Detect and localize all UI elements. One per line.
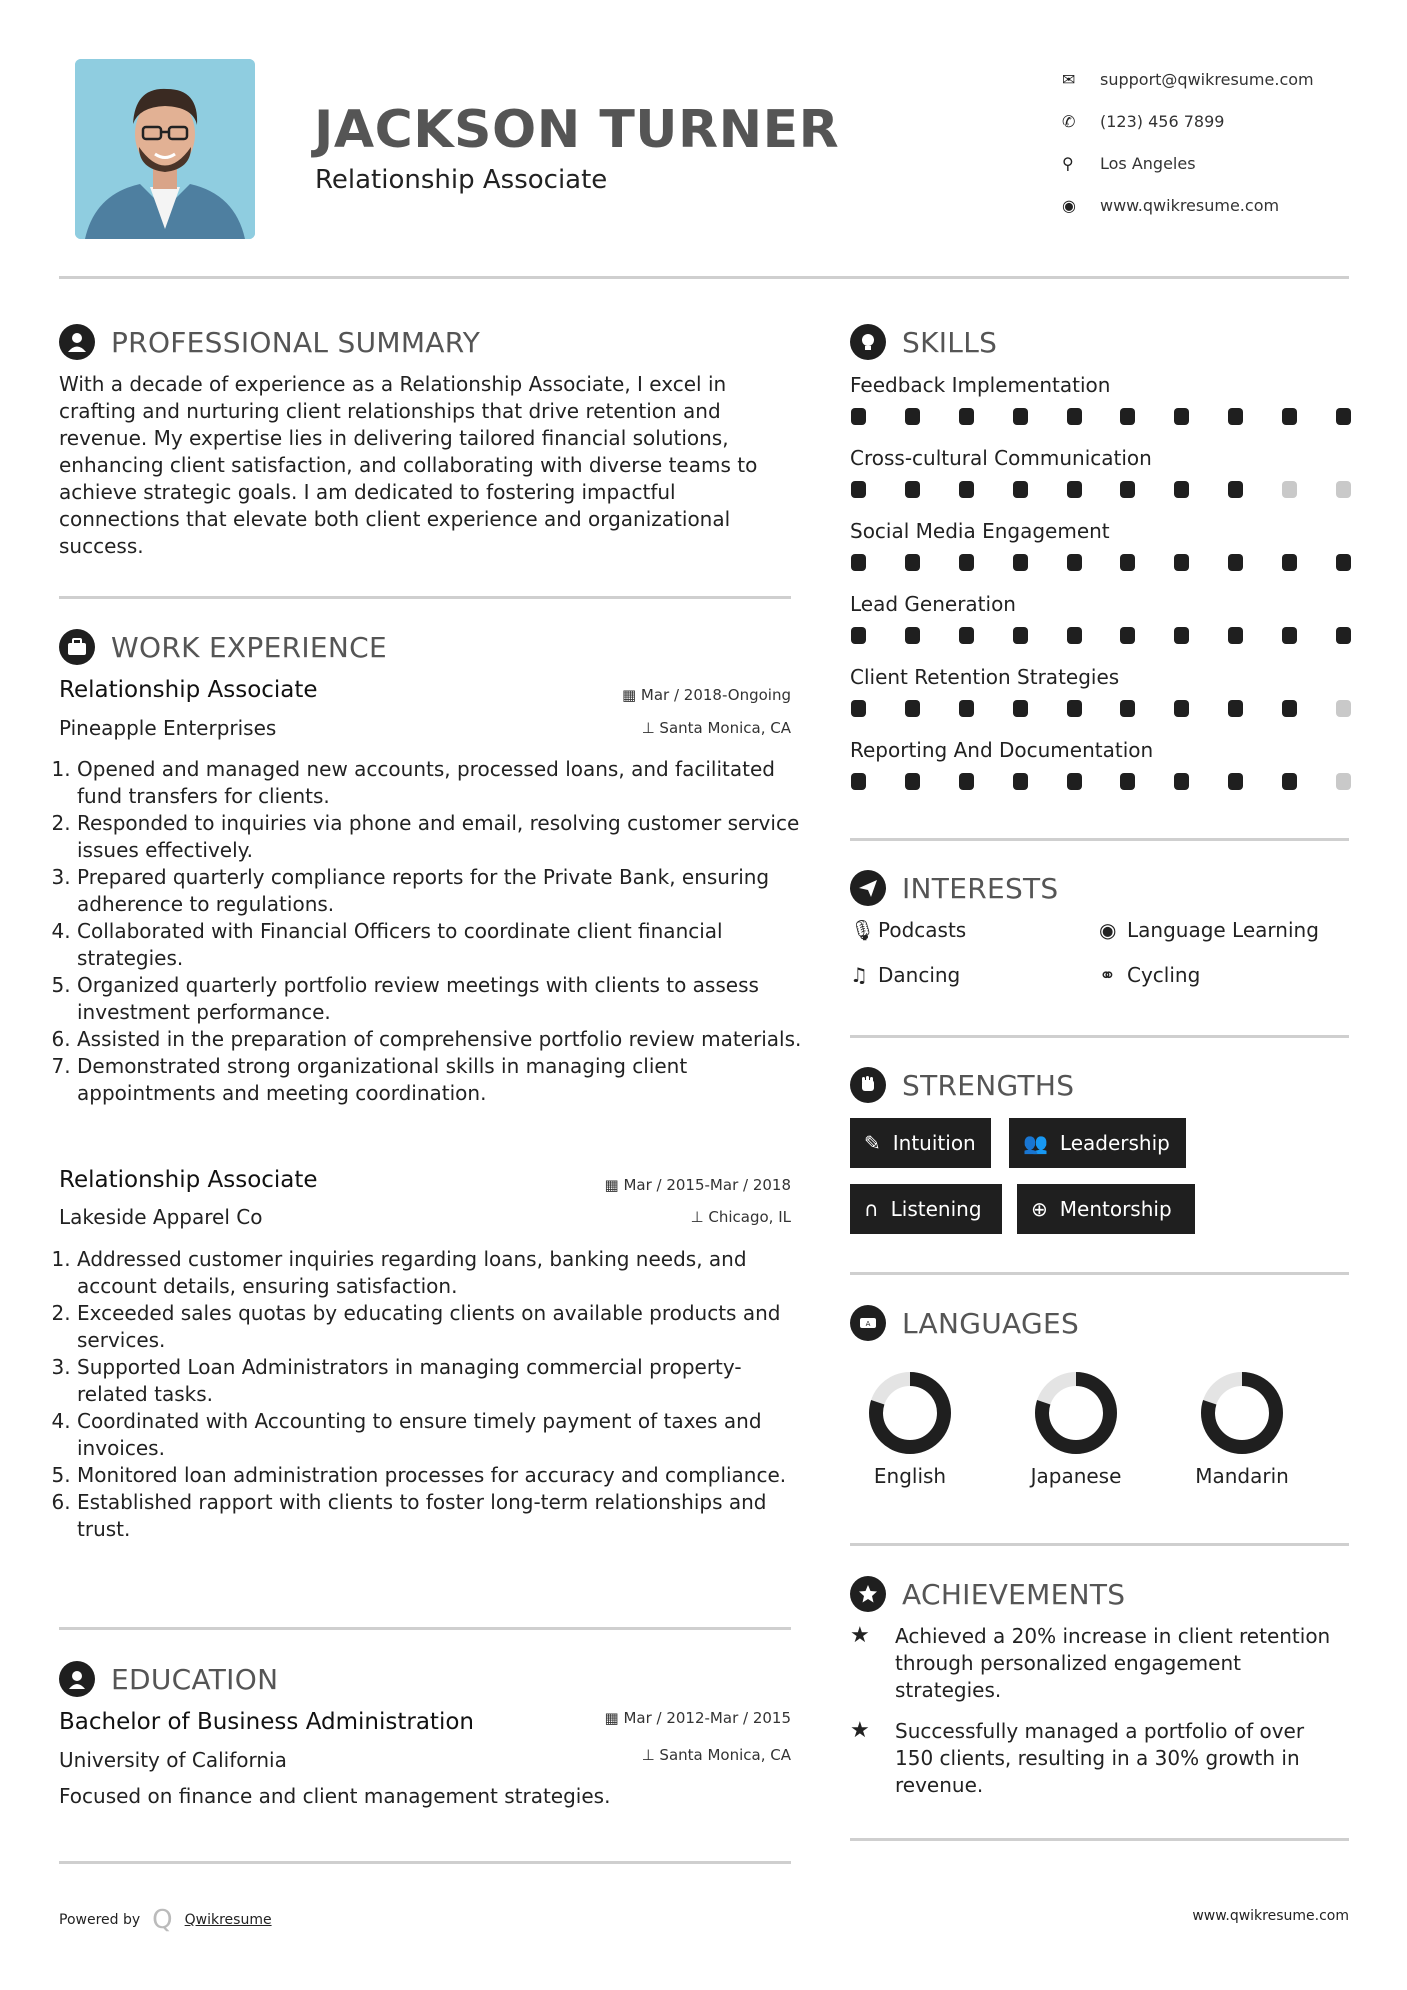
education-note: Focused on finance and client management strategies. — [59, 1784, 611, 1808]
pushpin-icon: ⊥ — [641, 1746, 660, 1764]
skill-level-dots — [851, 481, 1351, 498]
job-2-bullets — [59, 1246, 807, 1543]
skill-level-dots — [851, 408, 1351, 425]
skill-dot — [1336, 481, 1351, 498]
shooting-star-icon: ★ — [850, 1623, 870, 1648]
job-2-location: ⊥ Chicago, IL — [690, 1208, 791, 1226]
skill-dot — [1282, 627, 1297, 644]
map-pin-icon: ⚲ — [1062, 153, 1074, 173]
skill-dot — [959, 481, 974, 498]
user-plus-icon: ⊕ — [1031, 1197, 1048, 1221]
skill-dot — [1067, 773, 1082, 790]
music-note-icon: ♫ — [850, 963, 868, 987]
skill-dot — [1120, 408, 1135, 425]
strength-listening: ∩ Listening — [850, 1184, 1002, 1234]
job-1-location: ⊥ Santa Monica, CA — [641, 719, 791, 737]
language-label: English — [873, 1464, 947, 1488]
fist-icon — [850, 1067, 886, 1103]
skill-level-dots — [851, 627, 1351, 644]
job-1-company: Pineapple Enterprises — [59, 716, 277, 740]
users-icon: 👥 — [1023, 1131, 1048, 1155]
achievement-2: ★ Successfully managed a portfolio of over 150 clients, resulting in a 30% growth in revenue. — [850, 1718, 1305, 1797]
skill-name: Reporting And Documentation — [850, 738, 1154, 762]
list-item: 6. Assisted in the preparation of comprehensive portfolio review materials. — [77, 1026, 807, 1053]
skill-dot — [1228, 627, 1243, 644]
skill-dot — [1336, 700, 1351, 717]
language-item — [1182, 1368, 1302, 1488]
bicycle-icon: ⚭ — [1099, 963, 1116, 987]
globe-icon: ◉ — [1099, 918, 1117, 942]
strength-leadership: 👥 Leadership — [1009, 1118, 1186, 1168]
experience-divider — [59, 1627, 791, 1630]
skill-dot — [1174, 481, 1189, 498]
achievements-divider — [850, 1838, 1349, 1841]
skill-dot — [1013, 773, 1028, 790]
skill-dot — [851, 408, 866, 425]
skill-dot — [1013, 481, 1028, 498]
education-degree: Bachelor of Business Administration — [59, 1709, 474, 1735]
calendar-icon: ▦ — [604, 1176, 624, 1194]
skill-name: Feedback Implementation — [850, 373, 1111, 397]
skill-level-dots — [851, 554, 1351, 571]
skill-dot — [1336, 408, 1351, 425]
list-item: 2. Exceeded sales quotas by educating clients on available products and services. — [77, 1300, 807, 1354]
list-item: 1. Addressed customer inquiries regarding loans, banking needs, and account details, ensuring satisfaction. — [77, 1246, 807, 1300]
achievements-heading: ACHIEVEMENTS — [850, 1576, 1125, 1612]
headphones-icon: ∩ — [864, 1197, 879, 1221]
candidate-name: JACKSON TURNER — [314, 100, 840, 160]
skill-dot — [851, 627, 866, 644]
candidate-role: Relationship Associate — [315, 165, 608, 195]
interest-dancing: ♫ Dancing — [850, 963, 961, 987]
profile-photo — [75, 59, 255, 239]
interest-cycling: ⚭ Cycling — [1099, 963, 1201, 987]
language-donut — [1031, 1368, 1121, 1458]
interest-language-learning: ◉ Language Learning — [1099, 918, 1319, 942]
user-icon — [59, 324, 95, 360]
skill-dot — [1120, 627, 1135, 644]
star-badge-icon — [850, 1576, 886, 1612]
skill-dot — [959, 627, 974, 644]
skills-heading: SKILLS — [850, 324, 997, 360]
skill-dot — [1174, 700, 1189, 717]
education-location: ⊥ Santa Monica, CA — [641, 1746, 791, 1764]
job-2-date: ▦ Mar / 2015-Mar / 2018 — [604, 1176, 791, 1194]
job-2-company: Lakeside Apparel Co — [59, 1205, 263, 1229]
skill-name: Lead Generation — [850, 592, 1016, 616]
language-card-icon — [850, 1305, 886, 1341]
skill-dot — [1120, 700, 1135, 717]
skills-divider — [850, 838, 1349, 841]
skill-dot — [1067, 481, 1082, 498]
list-item: 5. Monitored loan administration processes for accuracy and compliance. — [77, 1462, 807, 1489]
skill-dot — [1336, 554, 1351, 571]
pushpin-icon: ⊥ — [641, 719, 660, 737]
skill-dot — [1067, 700, 1082, 717]
interest-podcasts: 🎙 Podcasts — [850, 918, 967, 942]
contact-location: ⚲ Los Angeles — [1062, 153, 1196, 173]
experience-heading: WORK EXPERIENCE — [59, 629, 387, 665]
languages-heading: A LANGUAGES — [850, 1305, 1079, 1341]
languages-divider — [850, 1543, 1349, 1546]
skill-name: Cross-cultural Communication — [850, 446, 1152, 470]
job-2-title: Relationship Associate — [59, 1167, 318, 1193]
paper-plane-icon — [850, 870, 886, 906]
skill-dot — [1228, 773, 1243, 790]
strengths-heading: STRENGTHS — [850, 1067, 1074, 1103]
skill-dot — [1120, 481, 1135, 498]
skill-dot — [851, 554, 866, 571]
contact-list — [1062, 58, 1314, 226]
qwikresume-logo-icon: Q — [152, 1905, 173, 1935]
skill-dot — [1282, 700, 1297, 717]
skill-dot — [851, 773, 866, 790]
skill-dot — [905, 554, 920, 571]
graduate-icon — [59, 1661, 95, 1697]
skill-dot — [1174, 627, 1189, 644]
skill-dot — [1013, 627, 1028, 644]
skill-dot — [905, 627, 920, 644]
skill-dot — [1174, 554, 1189, 571]
footer-site-link[interactable]: www.qwikresume.com — [1192, 1908, 1349, 1924]
interests-divider — [850, 1035, 1349, 1038]
list-item: 3. Prepared quarterly compliance reports for the Private Bank, ensuring adherence to regulations. — [77, 864, 807, 918]
skill-dot — [905, 481, 920, 498]
skill-dot — [851, 481, 866, 498]
skill-dot — [1282, 408, 1297, 425]
language-item — [850, 1368, 970, 1488]
education-divider — [59, 1861, 791, 1864]
skill-dot — [1336, 773, 1351, 790]
calendar-icon: ▦ — [604, 1709, 624, 1727]
skill-dot — [1067, 408, 1082, 425]
list-item: 7. Demonstrated strong organizational skills in managing client appointments and meeting coordination. — [77, 1053, 807, 1107]
language-label: Mandarin — [1195, 1464, 1289, 1488]
skill-dot — [959, 700, 974, 717]
summary-heading: PROFESSIONAL SUMMARY — [59, 324, 480, 360]
skill-dot — [1013, 554, 1028, 571]
skill-name: Client Retention Strategies — [850, 665, 1120, 689]
language-label: Japanese — [1030, 1464, 1122, 1488]
footer-brand-link[interactable]: Qwikresume — [184, 1912, 272, 1928]
list-item: 6. Established rapport with clients to foster long-term relationships and trust. — [77, 1489, 807, 1543]
microphone-icon: 🎙 — [850, 918, 876, 942]
header-divider — [59, 276, 1349, 279]
skill-dot — [1120, 773, 1135, 790]
summary-text: With a decade of experience as a Relationship Associate, I excel in crafting and nurturing client relationships that drive retention and revenue. My expertise lies in delivering tailored financial solutions, enhancing client satisfaction, and collaborating with diverse teams to achieve strategic goals. I am dedicated to fostering impactful connections that elevate both client experience and organizational success. — [59, 372, 758, 558]
contact-phone[interactable]: ✆ (123) 456 7899 — [1062, 111, 1225, 131]
skill-dot — [905, 408, 920, 425]
skill-dot — [1120, 554, 1135, 571]
language-item — [1016, 1368, 1136, 1488]
skill-dot — [1282, 773, 1297, 790]
shooting-star-icon: ★ — [850, 1718, 870, 1743]
job-1-date: ▦ Mar / 2018-Ongoing — [621, 686, 791, 704]
skill-dot — [1282, 481, 1297, 498]
strength-intuition: ✎ Intuition — [850, 1118, 991, 1168]
skill-dot — [1067, 554, 1082, 571]
list-item: 5. Organized quarterly portfolio review meetings with clients to assess investment performance. — [77, 972, 807, 1026]
skill-dot — [1013, 700, 1028, 717]
skill-dot — [1228, 481, 1243, 498]
envelope-icon: ✉ — [1062, 69, 1076, 89]
skill-dot — [1282, 554, 1297, 571]
list-item: 3. Supported Loan Administrators in managing commercial property-related tasks. — [77, 1354, 807, 1408]
briefcase-icon — [59, 629, 95, 665]
skill-dot — [959, 773, 974, 790]
skill-name: Social Media Engagement — [850, 519, 1110, 543]
contact-website[interactable]: ◉ www.qwikresume.com — [1062, 195, 1280, 215]
education-heading: EDUCATION — [59, 1661, 278, 1697]
skill-level-dots — [851, 773, 1351, 790]
skill-dot — [905, 700, 920, 717]
list-item: 4. Collaborated with Financial Officers to coordinate client financial strategies. — [77, 918, 807, 972]
summary-divider — [59, 596, 791, 599]
footer-powered: Powered by Q Qwikresume — [59, 1905, 272, 1935]
list-item: 2. Responded to inquiries via phone and email, resolving customer service issues effectively. — [77, 810, 807, 864]
skill-dot — [905, 773, 920, 790]
pushpin-icon: ⊥ — [690, 1208, 709, 1226]
magic-wand-icon: ✎ — [864, 1131, 881, 1155]
education-school: University of California — [59, 1748, 287, 1772]
skill-dot — [959, 554, 974, 571]
education-date: ▦ Mar / 2012-Mar / 2015 — [604, 1709, 791, 1727]
skill-dot — [1013, 408, 1028, 425]
list-item: 1. Opened and managed new accounts, processed loans, and facilitated fund transfers for clients. — [77, 756, 807, 810]
skill-dot — [1067, 627, 1082, 644]
skill-dot — [959, 408, 974, 425]
language-donut — [1197, 1368, 1287, 1458]
calendar-icon: ▦ — [621, 686, 641, 704]
skill-dot — [1336, 627, 1351, 644]
skill-dot — [1174, 773, 1189, 790]
skill-level-dots — [851, 700, 1351, 717]
list-item: 4. Coordinated with Accounting to ensure timely payment of taxes and invoices. — [77, 1408, 807, 1462]
skill-dot — [851, 700, 866, 717]
achievement-1: ★ Achieved a 20% increase in client retention through personalized engagement strategies. — [850, 1623, 1331, 1702]
job-1-title: Relationship Associate — [59, 677, 318, 703]
job-1-bullets — [59, 756, 807, 1107]
interests-heading: INTERESTS — [850, 870, 1059, 906]
strengths-divider — [850, 1272, 1349, 1275]
skill-dot — [1228, 408, 1243, 425]
globe-icon: ◉ — [1062, 195, 1076, 215]
language-donut — [865, 1368, 955, 1458]
strength-mentorship: ⊕ Mentorship — [1017, 1184, 1195, 1234]
skill-dot — [1228, 554, 1243, 571]
lightbulb-icon — [850, 324, 886, 360]
contact-email[interactable]: ✉ support@qwikresume.com — [1062, 69, 1314, 89]
skill-dot — [1228, 700, 1243, 717]
phone-icon: ✆ — [1062, 111, 1076, 131]
skill-dot — [1174, 408, 1189, 425]
svg-text:A: A — [865, 1320, 871, 1328]
